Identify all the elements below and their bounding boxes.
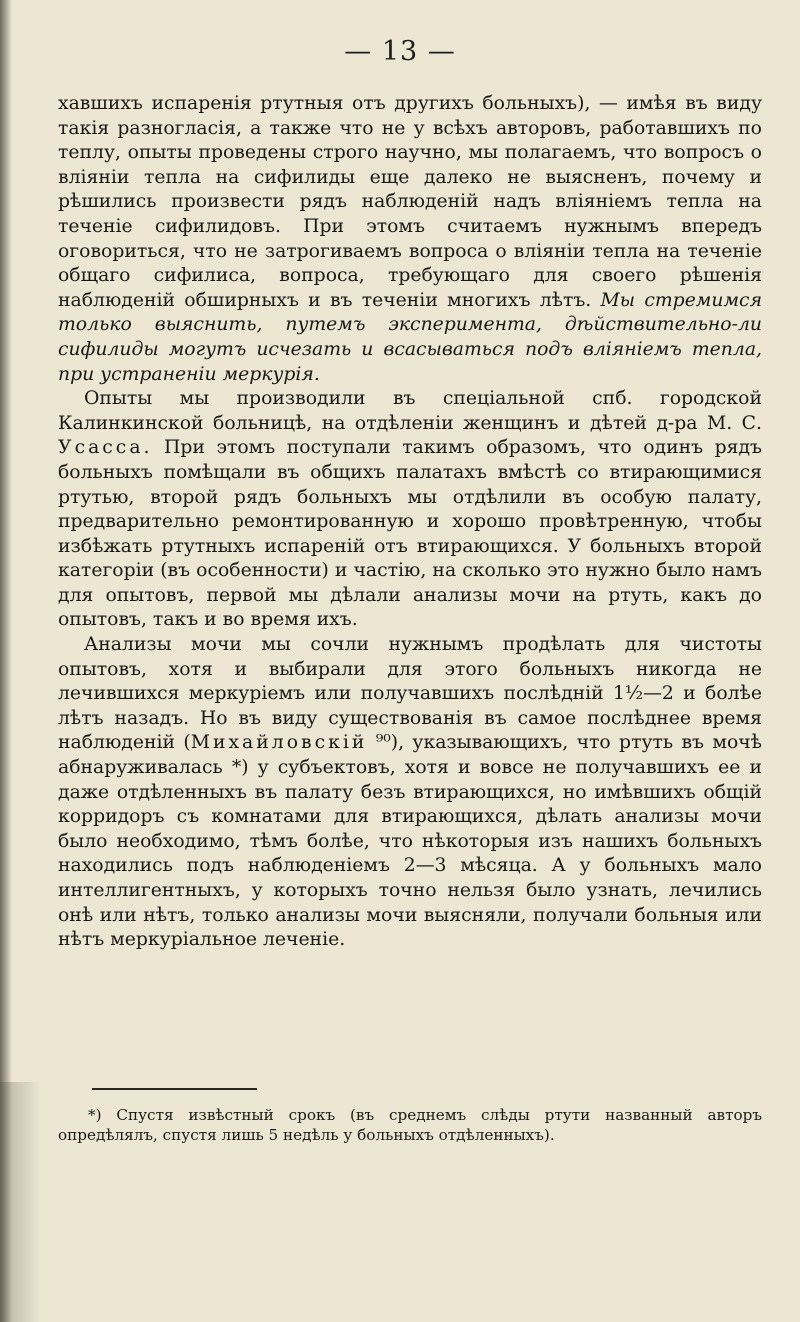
paragraph-2-text-b: При этомъ поступали такимъ образомъ, что одинъ рядъ больныхъ помѣщали въ общихъ палатахъ вмѣстѣ со втирающимися ртутью, второй рядъ больныхъ мы отдѣлили въ особую палату, предварительно ремонтированную и хорошо провѣтренную, чтобы избѣжать ртутныхъ испареній отъ втирающихся. У больныхъ второй категоріи (въ особенности) и частію, на сколько это нужно было намъ для опытовъ, первой мы дѣлали анализы мочи на ртуть, какъ до опытовъ, такъ и во время ихъ. <box>58 437 762 631</box>
paragraph-2-text-a: Опыты мы производили въ спеціальной спб. городской Калинкинской больницѣ, на отдѣленіи женщинъ и дѣтей д-ра М. С. <box>58 388 762 434</box>
paragraph-3-text-b: ⁹⁰), указывающихъ, что ртуть въ мочѣ абнаруживалась *) у субъектовъ, хотя и вовсе не получавшихъ ее и даже отдѣленныхъ въ палату безъ втирающихся, но имѣвшихъ общій корридоръ съ комнатами для втирающихся, дѣлать анализы мочи было необходимо, тѣмъ болѣе, что нѣкоторыя изъ нашихъ больныхъ находились подъ наблюденіемъ 2—3 мѣсяца. А у больныхъ мало интеллигентныхъ, у которыхъ точно нельзя было узнать, лечились онѣ или нѣтъ, только анализы мочи выясняли, получали больныя или нѣтъ меркуріальное леченіе. <box>58 732 763 951</box>
paragraph-3 <box>58 633 762 953</box>
page-corner-shadow <box>0 1082 40 1322</box>
paragraph-1-italic-text: Мы стремимся только выяснить, путемъ эксперимента, дѣйствительно-ли сифилиды могутъ исчезать и всасываться подъ вліяніемъ тепла, при устраненіи меркурія. <box>58 289 762 385</box>
paragraph-3-text-a: Анализы мочи мы сочли нужнымъ продѣлать для чистоты опытовъ, хотя и выбирали для этого больныхъ никогда не лечившихся меркуріемъ или получавшихъ послѣдній 1½—2 и болѣе лѣтъ назадъ. Но въ виду существованія въ самое послѣднее время наблюденій ( <box>58 634 762 754</box>
paragraph-2-spaced-name: Усасса. <box>58 437 153 459</box>
paragraph-1-text: хавшихъ испаренія ртутныя отъ другихъ больныхъ), — имѣя въ виду такія разногласія, а также что не у всѣхъ авторовъ, работавшихъ по теплу, опыты проведены строго научно, мы полагаемъ, что вопросъ о вліяніи тепла на сифилиды еще далеко не выясненъ, почему и рѣшились произвести рядъ наблюденій надъ вліяніемъ тепла на теченіе сифилидовъ. При этомъ считаемъ нужнымъ впередъ оговориться, что не затрогиваемъ вопроса о вліяніи тепла на теченіе общаго сифилиса, вопроса, требующаго для своего рѣшенія наблюденій обширныхъ и въ теченіи многихъ лѣтъ. <box>58 93 762 311</box>
paragraph-2 <box>58 387 762 633</box>
footnote-divider <box>92 1088 257 1090</box>
page-number: — 13 — <box>344 36 456 67</box>
paragraph-1 <box>58 92 762 387</box>
footnote: *) Спустя извѣстный срокъ (въ среднемъ слѣды ртути названный авторъ опредѣлялъ, спустя лишь 5 недѣль у больныхъ отдѣленныхъ). <box>58 1106 762 1144</box>
body-text <box>58 92 762 953</box>
paragraph-3-spaced-name: Михайловскій <box>190 732 368 754</box>
